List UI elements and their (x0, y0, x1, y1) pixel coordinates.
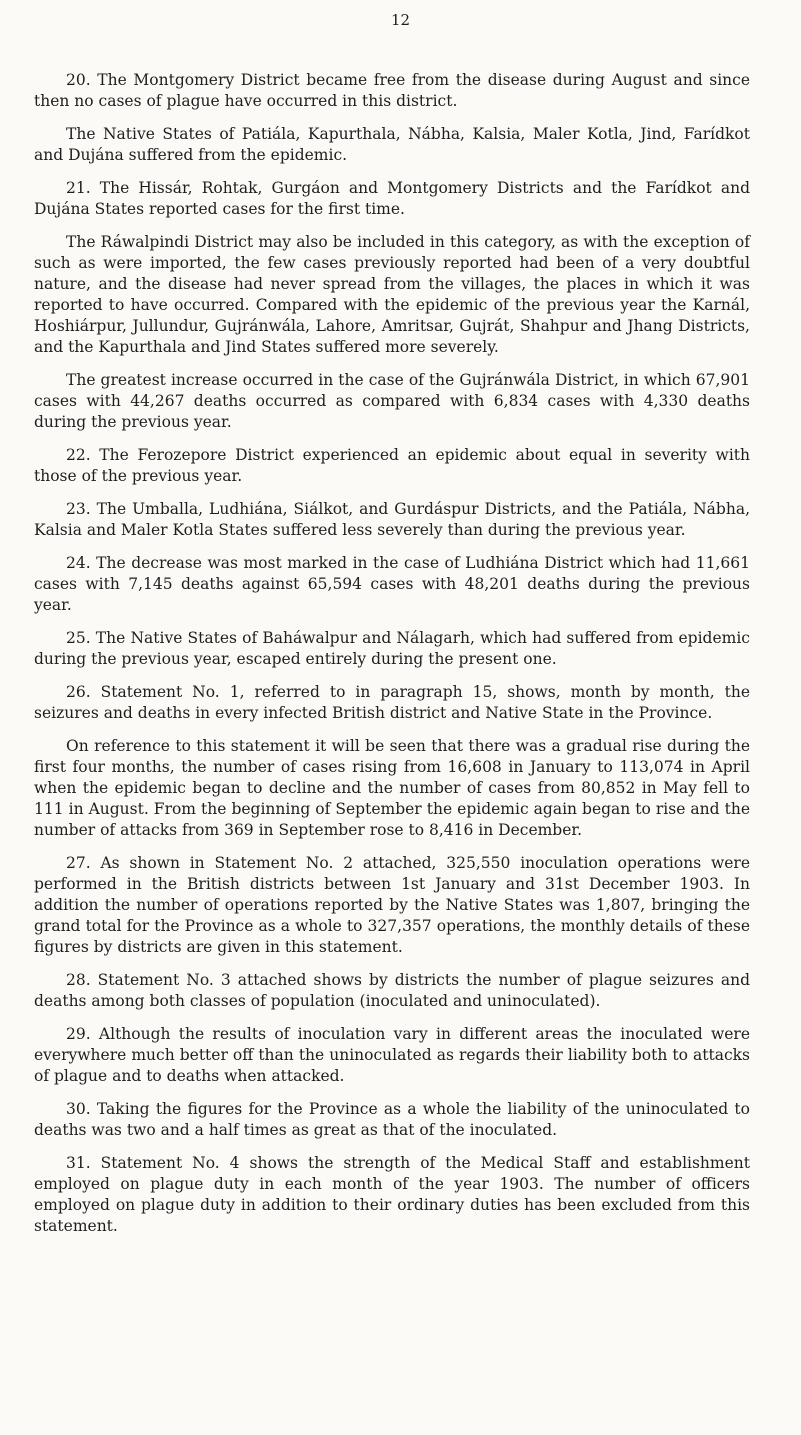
paragraph-26: 26. Statement No. 1, referred to in paragraph 15, shows, month by month, the seizures and deaths in every infected British district and Native State in the Province. (34, 683, 750, 722)
paragraph-29: 29. Although the results of inoculation vary in different areas the inoculated were everywhere much better off than the uninoculated as regards their liability both to attacks of plague and to deaths when attacked. (34, 1025, 750, 1085)
paragraph-20-native-states: The Native States of Patiála, Kapurthala, Nábha, Kalsia, Maler Kotla, Jind, Farídkot and Dujána suffered from the epidemic. (34, 125, 750, 164)
paragraph-28: 28. Statement No. 3 attached shows by districts the number of plague seizures and deaths among both classes of population (inoculated and uninoculated). (34, 971, 750, 1010)
paragraph-24: 24. The decrease was most marked in the case of Ludhiána District which had 11,661 cases with 7,145 deaths against 65,594 cases with 48,201 deaths during the previous year. (34, 554, 750, 614)
paragraph-21-rawalpindi: The Ráwalpindi District may also be included in this category, as with the exception of such as were imported, the few cases previously reported had been of a very doubtful nature, and the disease had never spread from the villages, the places in which it was reported to have occurred. Compared with the epidemic of the previous year the Karnál, Hoshiárpur, Jullundur, Gujránwála, Lahore, Amritsar, Gujrát, Shahpur and Jhang Districts, and the Kapurthala and Jind States suffered more severely. (34, 233, 750, 356)
page-number: 12 (390, 11, 411, 29)
paragraph-30: 30. Taking the figures for the Province as a whole the liability of the uninoculated to deaths was two and a half times as great as that of the inoculated. (34, 1100, 750, 1139)
paragraph-25: 25. The Native States of Baháwalpur and Nálagarh, which had suffered from epidemic during the previous year, escaped entirely during the present one. (34, 629, 750, 668)
paragraph-27: 27. As shown in Statement No. 2 attached, 325,550 inoculation operations were performed in the British districts between 1st January and 31st December 1903. In addition the number of operations reported by the Native States was 1,807, bringing the grand total for the Province as a whole to 327,357 operations, the monthly details of these figures by districts are given in this statement. (34, 854, 750, 956)
paragraph-21: 21. The Hissár, Rohtak, Gurgáon and Montgomery Districts and the Farídkot and Dujána States reported cases for the first time. (34, 179, 750, 218)
paragraph-26-reference: On reference to this statement it will be seen that there was a gradual rise during the first four months, the number of cases rising from 16,608 in January to 113,074 in April when the epidemic began to decline and the number of cases from 80,852 in May fell to 111 in August. From the beginning of September the epidemic again began to rise and the number of attacks from 369 in September rose to 8,416 in December. (34, 737, 750, 839)
paragraph-21-gujranwala: The greatest increase occurred in the case of the Gujránwála District, in which 67,901 cases with 44,267 deaths occurred as compared with 6,834 cases with 4,330 deaths during the previous year. (34, 371, 750, 431)
paragraph-22: 22. The Ferozepore District experienced an epidemic about equal in severity with those of the previous year. (34, 446, 750, 485)
paragraph-31: 31. Statement No. 4 shows the strength of the Medical Staff and establishment employed on plague duty in each month of the year 1903. The number of officers employed on plague duty in addition to their ordinary duties has been excluded from this statement. (34, 1154, 750, 1235)
document-body (34, 70, 750, 1249)
paragraph-23: 23. The Umballa, Ludhiána, Siálkot, and Gurdáspur Districts, and the Patiála, Nábha, Kalsia and Maler Kotla States suffered less severely than during the previous year. (34, 500, 750, 539)
paragraph-20: 20. The Montgomery District became free from the disease during August and since then no cases of plague have occurred in this district. (34, 71, 750, 110)
